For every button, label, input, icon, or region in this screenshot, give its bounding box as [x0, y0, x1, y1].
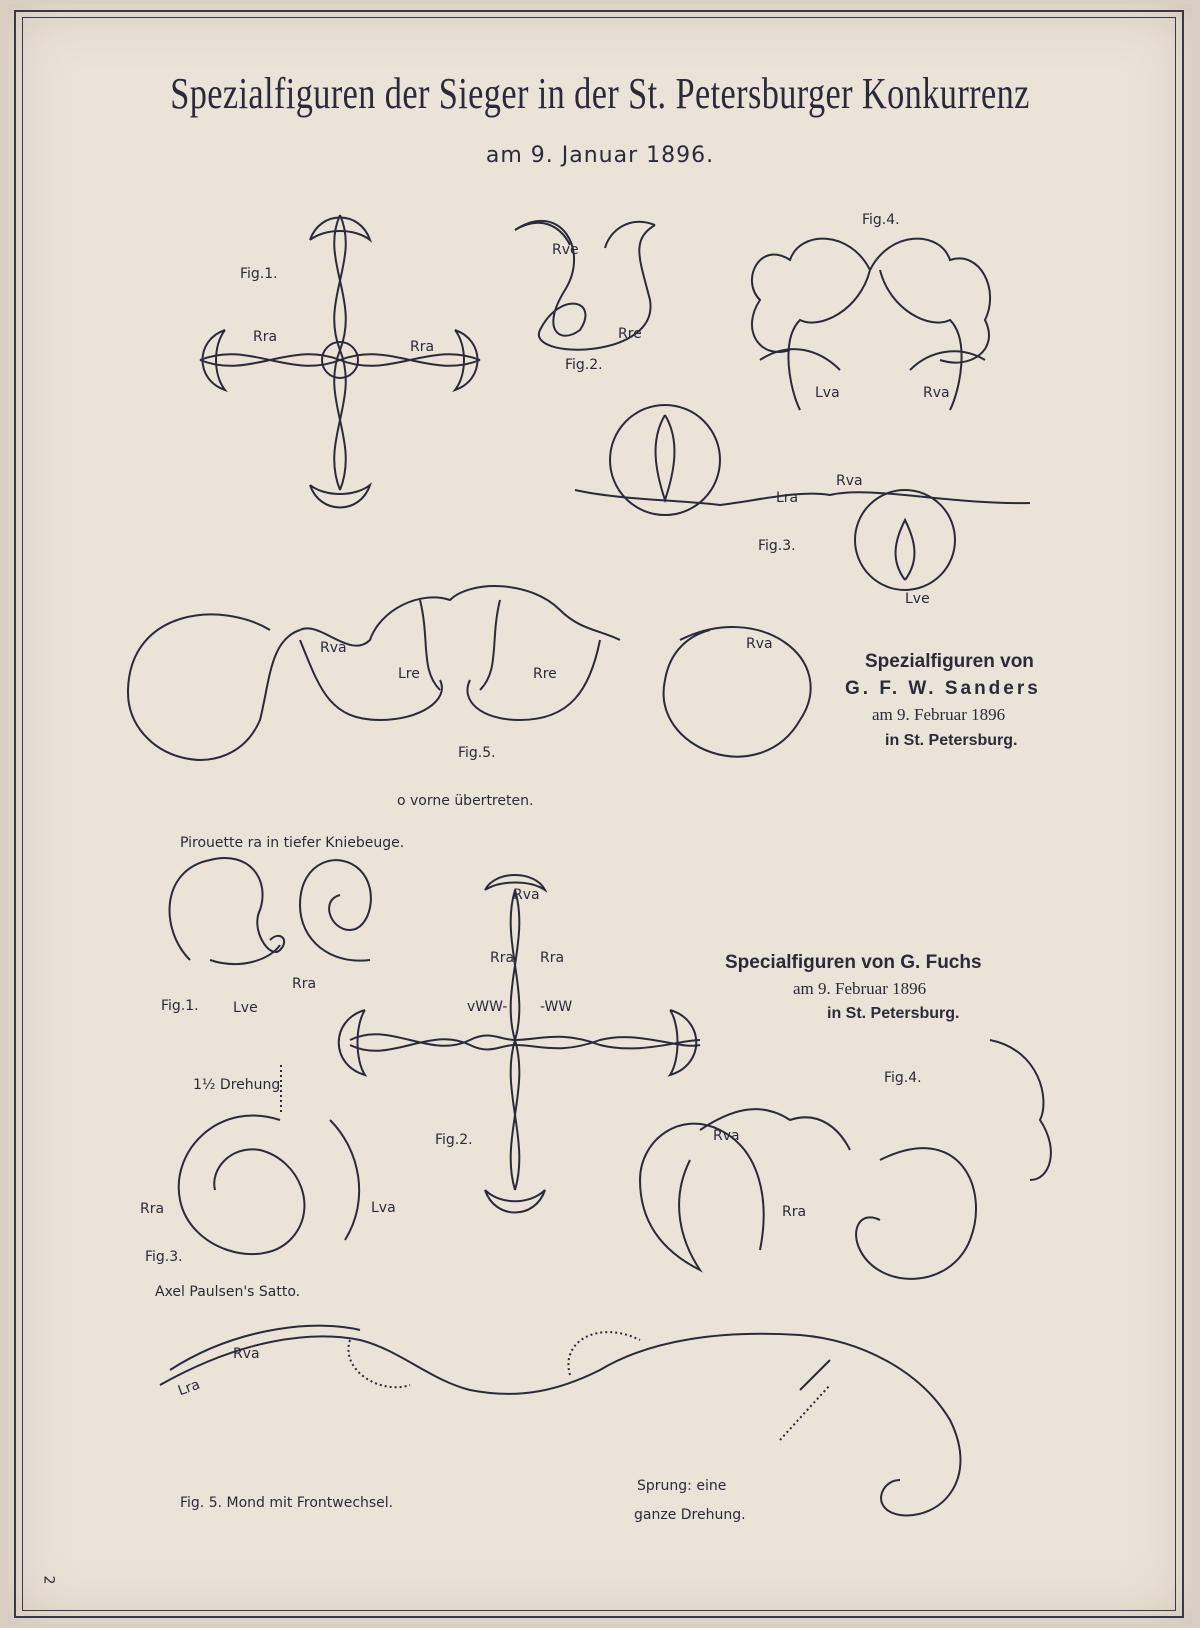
page-subtitle-date: am 9. Januar 1896. — [485, 143, 715, 168]
edge-label-rra-5: Rra — [540, 950, 565, 966]
sanders-fig4-drawing — [752, 239, 990, 410]
sanders-fig2-label: Fig.2. — [565, 357, 603, 373]
edge-label-rra-7: Rra — [782, 1204, 807, 1220]
sanders-credit-date: am 9. Februar 1896 — [872, 705, 1006, 724]
edge-label-lva-1: Lva — [815, 385, 840, 401]
fuchs-fig2-drawing — [339, 875, 700, 1213]
sanders-fig5-note: o vorne übertreten. — [397, 793, 534, 809]
fuchs-fig3-drawing — [179, 1065, 359, 1254]
edge-label-rve-1: Rve — [552, 242, 579, 258]
edge-label-lre-1: Lre — [398, 666, 420, 682]
fuchs-credit-date: am 9. Februar 1896 — [793, 979, 927, 998]
fuchs-credit-heading: Specialfiguren von G. Fuchs — [725, 952, 982, 973]
fuchs-fig2-label: Fig.2. — [435, 1132, 473, 1148]
edge-label-rre-1: Rre — [618, 326, 642, 342]
edge-label-rva-5: Rva — [513, 887, 540, 903]
sanders-fig3-drawing — [575, 405, 1030, 590]
edge-label-ww-left: vWW- — [467, 999, 508, 1015]
edge-label-lve-1: Lve — [905, 591, 930, 607]
edge-label-lva-2: Lva — [371, 1200, 396, 1216]
fuchs-sprung-caption-2: ganze Drehung. — [634, 1507, 746, 1523]
fuchs-fig4-drawing — [640, 1040, 1051, 1279]
fuchs-fig3-label: Fig.3. — [145, 1249, 183, 1265]
sanders-credit-heading-2: G. F. W. Sanders — [845, 678, 1041, 699]
edge-label-rva-4: Rva — [746, 636, 773, 652]
sanders-fig3-label: Fig.3. — [758, 538, 796, 554]
fuchs-fig1-drawing — [170, 858, 371, 964]
edge-label-rra-4: Rra — [490, 950, 515, 966]
sanders-credit-heading-1: Spezialfiguren von — [865, 651, 1034, 672]
fuchs-pirouette-caption: Pirouette ra in tiefer Kniebeuge. — [180, 835, 405, 851]
edge-label-lve-2: Lve — [233, 1000, 258, 1016]
edge-label-rva-1: Rva — [923, 385, 950, 401]
fuchs-fig4-label: Fig.4. — [884, 1070, 922, 1086]
sanders-fig5-drawing — [128, 586, 811, 760]
edge-label-rra-1: Rra — [253, 329, 278, 345]
edge-label-rra-6: Rra — [140, 1201, 165, 1217]
fuchs-drehung-caption: 1½ Drehung — [193, 1077, 281, 1093]
fuchs-fig5-drawing — [160, 1326, 960, 1516]
fuchs-credit-place: in St. Petersburg. — [827, 1005, 960, 1022]
sanders-credit-place: in St. Petersburg. — [885, 732, 1018, 749]
fuchs-fig1-label: Fig.1. — [161, 998, 199, 1014]
edge-label-rva-7: Rva — [233, 1346, 260, 1362]
sanders-fig5-label: Fig.5. — [458, 745, 496, 761]
edge-label-rva-2: Rva — [836, 473, 863, 489]
sanders-fig1-drawing — [200, 215, 480, 508]
fuchs-paulsen-caption: Axel Paulsen's Satto. — [155, 1284, 301, 1300]
page-number: 2 — [40, 1575, 57, 1585]
edge-label-rva-6: Rva — [713, 1128, 740, 1144]
fuchs-fig5-caption: Fig. 5. Mond mit Frontwechsel. — [180, 1495, 394, 1511]
edge-label-rva-3: Rva — [320, 640, 347, 656]
fuchs-sprung-caption-1: Sprung: eine — [637, 1478, 727, 1494]
edge-label-ww-right: -WW — [540, 999, 573, 1015]
edge-label-rra-3: Rra — [292, 976, 317, 992]
edge-label-lra-1: Lra — [776, 490, 799, 506]
edge-label-rra-2: Rra — [410, 339, 435, 355]
page-title: Spezialfiguren der Sieger in der St. Petersburger Konkurrenz — [170, 69, 1030, 118]
edge-label-rre-2: Rre — [533, 666, 557, 682]
sanders-fig4-label: Fig.4. — [862, 212, 900, 228]
sanders-fig1-label: Fig.1. — [240, 266, 278, 282]
edge-label-lra-2: Lra — [175, 1376, 203, 1400]
